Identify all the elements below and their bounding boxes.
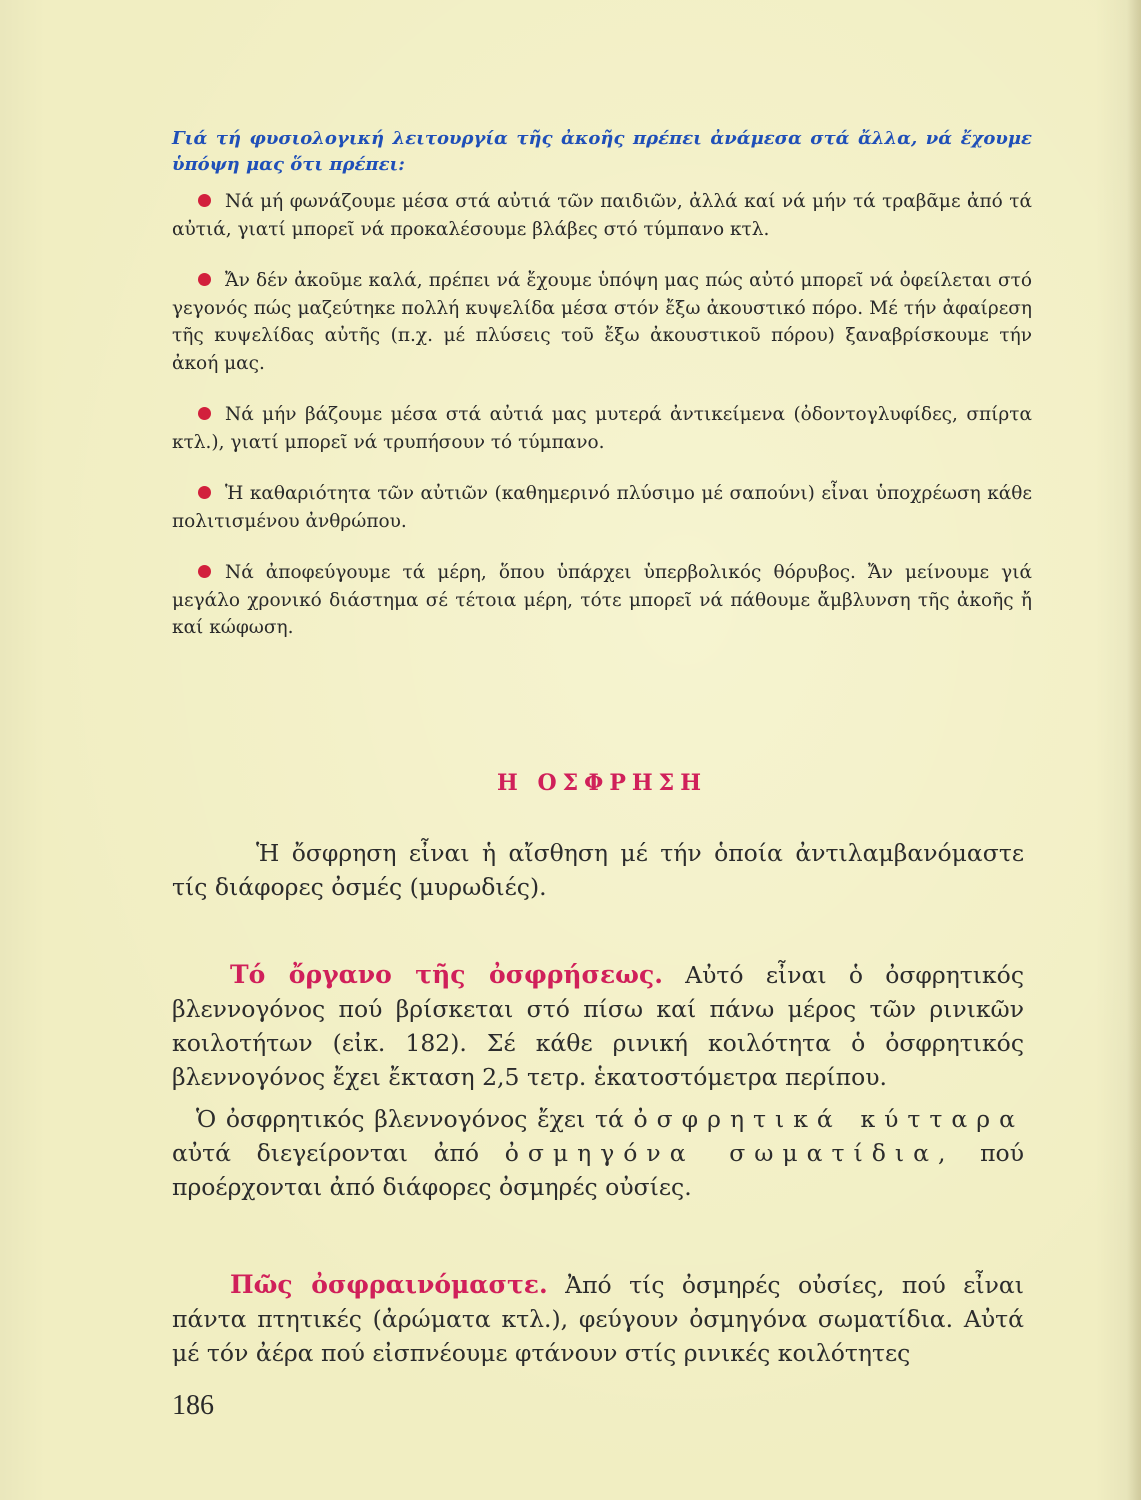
list-item <box>172 188 1032 243</box>
bullet-dot-icon <box>198 486 211 499</box>
term-odor-particles: ὀσμηγόνα σωματίδια, <box>504 1139 955 1167</box>
bullet-text: Νά μή φωνάζουμε μέσα στά αὐτιά τῶν παιδιῶν, ἀλλά καί νά μήν τά τραβᾶμε ἀπό τά αὐτιά, γιατί μπορεῖ νά προκαλέσουμε βλάβες στό τύμπανο κτλ. <box>172 191 1032 240</box>
section-title: Η ΟΣΦΡΗΣΗ <box>497 770 707 796</box>
bullet-text: Νά ἀποφεύγουμε τά μέρη, ὅπου ὑπάρχει ὑπερβολικός θόρυβος. Ἄν μείνουμε γιά μεγάλο χρονικό διάστημα σέ τέτοια μέρη, τότε μπορεῖ νά πάθουμε ἄμβλυνση τῆς ἀκοῆς ἤ καί κώφωση. <box>172 562 1032 638</box>
term-olfactory-cells: ὀσφρητικά κύτταρα <box>633 1105 1024 1133</box>
organ-heading: Τό ὄργανο τῆς ὀσφρήσεως. <box>230 960 663 989</box>
how-heading: Πῶς ὀσφραινόμαστε. <box>230 1270 548 1299</box>
bullet-text: Ἄν δέν ἀκοῦμε καλά, πρέπει νά ἔχουμε ὑπόψη μας πώς αὐτό μπορεῖ νά ὀφείλεται στό γεγονός πώς μαζεύτηκε πολλή κυψελίδα μέσα στόν ἔξω ἀκουστικό πόρο. Μέ τήν ἀφαίρεση τῆς κυψελίδας αὐτῆς (π.χ. μέ πλύσεις τοῦ ἔξω ἀκουστικοῦ πόρου) ξαναβρίσκουμε τήν ἀκοή μας. <box>172 270 1032 374</box>
list-item <box>172 559 1032 642</box>
page-number: 186 <box>172 1390 214 1421</box>
cells-text-1: Ὁ ὀσφρητικός βλεννογόνος ἔχει τά <box>196 1105 624 1133</box>
bullet-dot-icon <box>198 407 211 420</box>
how-text: Ἀπό τίς ὀσμηρές οὐσίες, πού εἶναι πάντα πτητικές (ἀρώματα κτλ.), φεύγουν ὀσμηγόνα σωματίδια. Αὐτά μέ τόν ἀέρα πού εἰσπνέουμε φτάνουν στίς ρινικές κοιλότητες <box>172 1271 1024 1367</box>
list-item <box>172 401 1032 456</box>
organ-paragraph <box>172 958 1024 1094</box>
definition-text: Ἡ ὄσφρηση εἶναι ἡ αἴσθηση μέ τήν ὁποία ἀντιλαμβανόμαστε τίς διάφορες ὀσμές (μυρωδιές). <box>172 839 1024 901</box>
cells-paragraph <box>172 1102 1024 1204</box>
list-item <box>172 480 1032 535</box>
definition-paragraph <box>172 836 1024 904</box>
bullet-text: Νά μήν βάζουμε μέσα στά αὐτιά μας μυτερά ἀντικείμενα (ὀδοντογλυφίδες, σπίρτα κτλ.), γιατί μπορεῖ νά τρυπήσουν τό τύμπανο. <box>172 404 1032 453</box>
list-item <box>172 267 1032 377</box>
organ-text: Αὐτό εἶναι ὁ ὀσφρητικός βλεννογόνος πού βρίσκεται στό πίσω καί πάνω μέρος τῶν ρινικῶν κοιλοτήτων (εἰκ. 182). Σέ κάθε ρινική κοιλότητα ὁ ὀσφρητικός βλεννογόνος ἔχει ἔκταση 2,5 τετρ. ἑκατοστόμετρα περίπου. <box>172 961 1024 1091</box>
bullet-dot-icon <box>198 565 211 578</box>
bullet-list <box>172 188 1032 642</box>
bullet-text: Ἡ καθαριότητα τῶν αὐτιῶν (καθημερινό πλύσιμο μέ σαπούνι) εἶναι ὑποχρέωση κάθε πολιτισμένου ἀνθρώπου. <box>172 483 1032 532</box>
bullet-dot-icon <box>198 194 211 207</box>
page-binding-edge <box>1127 0 1141 1500</box>
cells-text-3: πού προέρχονται ἀπό διάφορες ὀσμηρές οὐσίες. <box>172 1139 1024 1201</box>
how-paragraph <box>172 1268 1024 1370</box>
bullet-dot-icon <box>198 273 211 286</box>
intro-text: Γιά τή φυσιολογική λειτουργία τῆς ἀκοῆς πρέπει ἀνάμεσα στά ἄλλα, νά ἔχουμε ὑπόψη μας ὅτι πρέπει: <box>172 128 1032 175</box>
cells-text-2: αὐτά διεγείρονται ἀπό <box>172 1139 480 1167</box>
